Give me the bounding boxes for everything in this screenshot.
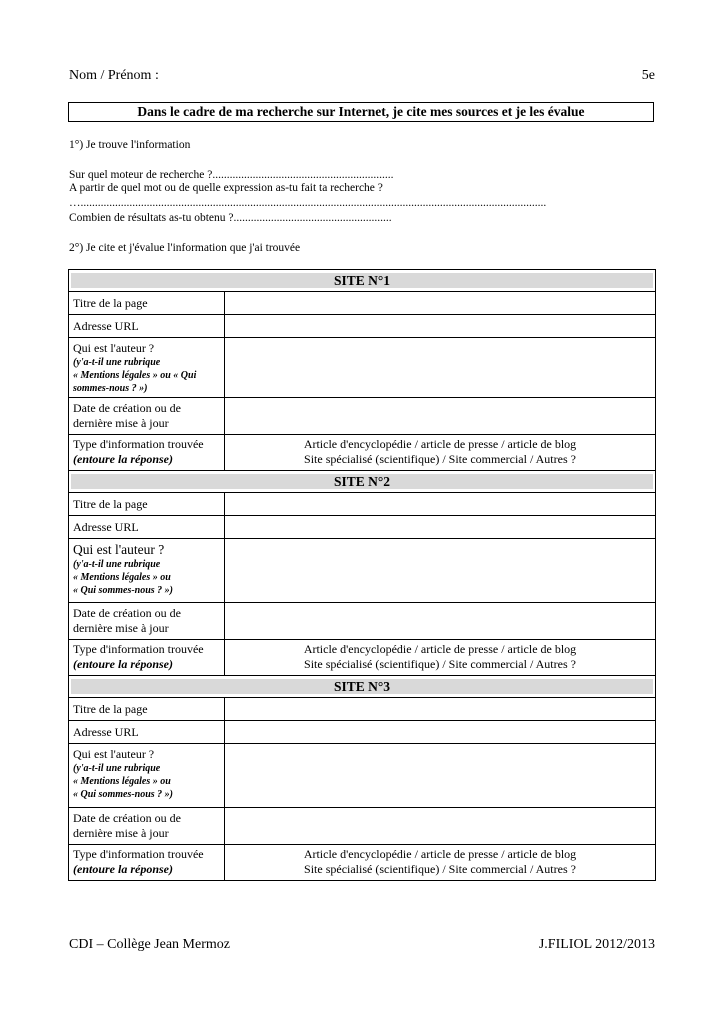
site-2-author-answer[interactable] [225, 539, 656, 603]
site-2-title-answer[interactable] [225, 493, 656, 516]
site-1-row-type [69, 435, 656, 471]
site-1-author-answer[interactable] [225, 338, 656, 398]
class-label: 5e [641, 68, 655, 83]
site-3-header-row [69, 676, 656, 698]
answer-dots-line: ….................................................................................................................................................................. [69, 197, 547, 209]
site-2-date-answer[interactable] [225, 603, 656, 640]
site-2-author-hint-3: « Qui sommes-nous ? ») [73, 585, 174, 596]
site-3-row-author [69, 744, 656, 808]
site-2-row-url [69, 516, 656, 539]
site-3-url-answer[interactable] [225, 721, 656, 744]
site-1-url-label: Adresse URL [69, 315, 225, 338]
site-3-type-options-1: Article d'encyclopédie / article de presse / article de blog [303, 847, 577, 861]
site-2-url-label: Adresse URL [69, 516, 225, 539]
question-results-count: Combien de résultats as-tu obtenu ?....................................................... [69, 212, 392, 224]
site-3-author-answer[interactable] [225, 744, 656, 808]
site-1-type-options[interactable] [225, 435, 656, 471]
site-1-row-url [69, 315, 656, 338]
site-1-date-label-2: dernière mise à jour [73, 416, 169, 430]
site-1-type-label: Type d'information trouvée [73, 437, 204, 451]
site-1-url-answer[interactable] [225, 315, 656, 338]
site-3-author-hint-3: « Qui sommes-nous ? ») [73, 789, 174, 800]
site-3-author-hint-2: « Mentions légales » ou [73, 776, 171, 787]
site-3-author-label: Qui est l'auteur ? [73, 747, 155, 761]
sources-table [68, 269, 656, 881]
site-3-date-label-2: dernière mise à jour [73, 826, 169, 840]
site-3-type-label: Type d'information trouvée [73, 847, 204, 861]
site-2-row-date [69, 603, 656, 640]
site-3-title: SITE N°3 [71, 679, 653, 694]
name-label: Nom / Prénom : [69, 68, 159, 83]
site-1-title-label: Titre de la page [69, 292, 225, 315]
page-title: Dans le cadre de ma recherche sur Internet, je cite mes sources et je les évalue [68, 102, 654, 122]
site-3-title-answer[interactable] [225, 698, 656, 721]
question-search-engine: Sur quel moteur de recherche ?............................................................... [69, 169, 394, 181]
site-3-date-answer[interactable] [225, 808, 656, 845]
site-3-date-label-1: Date de création ou de [73, 811, 181, 825]
site-2-date-label-2: dernière mise à jour [73, 621, 169, 635]
site-2-title-label: Titre de la page [69, 493, 225, 516]
site-2-row-title [69, 493, 656, 516]
site-1-author-label: Qui est l'auteur ? [73, 341, 155, 355]
site-1-author-hint-1: (y'a-t-il une rubrique [73, 357, 161, 368]
site-1-date-label-1: Date de création ou de [73, 401, 181, 415]
site-3-row-type [69, 845, 656, 881]
site-1-type-hint: (entoure la réponse) [73, 452, 173, 466]
section1-heading: 1°) Je trouve l'information [69, 139, 191, 151]
site-3-type-hint: (entoure la réponse) [73, 862, 173, 876]
site-2-row-author [69, 539, 656, 603]
footer-author: J.FILIOL 2012/2013 [538, 937, 655, 952]
site-1-row-author [69, 338, 656, 398]
site-2-header-row [69, 471, 656, 493]
site-1-type-options-1: Article d'encyclopédie / article de presse / article de blog [303, 437, 577, 451]
site-3-type-options[interactable] [225, 845, 656, 881]
site-3-title-label: Titre de la page [69, 698, 225, 721]
site-2-type-hint: (entoure la réponse) [73, 657, 173, 671]
site-3-row-title [69, 698, 656, 721]
site-3-row-url [69, 721, 656, 744]
site-1-date-answer[interactable] [225, 398, 656, 435]
site-2-author-label: Qui est l'auteur ? [73, 542, 165, 557]
site-2-author-hint-1: (y'a-t-il une rubrique [73, 559, 161, 570]
site-2-author-hint-2: « Mentions légales » ou [73, 572, 171, 583]
site-2-row-type [69, 640, 656, 676]
site-3-type-options-2: Site spécialisé (scientifique) / Site commercial / Autres ? [304, 862, 576, 876]
site-3-row-date [69, 808, 656, 845]
site-2-url-answer[interactable] [225, 516, 656, 539]
site-1-title: SITE N°1 [71, 273, 653, 288]
site-3-url-label: Adresse URL [69, 721, 225, 744]
site-2-type-options[interactable] [225, 640, 656, 676]
site-1-header-row [69, 270, 656, 292]
site-1-author-hint-2: « Mentions légales » ou « Qui [73, 370, 197, 381]
section2-heading: 2°) Je cite et j'évalue l'information que j'ai trouvée [69, 242, 301, 254]
site-1-title-answer[interactable] [225, 292, 656, 315]
site-1-type-options-2: Site spécialisé (scientifique) / Site commercial / Autres ? [304, 452, 576, 466]
site-3-author-hint-1: (y'a-t-il une rubrique [73, 763, 161, 774]
site-2-type-options-1: Article d'encyclopédie / article de presse / article de blog [303, 642, 577, 656]
site-1-row-date [69, 398, 656, 435]
site-2-type-label: Type d'information trouvée [73, 642, 204, 656]
site-2-type-options-2: Site spécialisé (scientifique) / Site commercial / Autres ? [304, 657, 576, 671]
site-2-date-label-1: Date de création ou de [73, 606, 181, 620]
site-1-row-title [69, 292, 656, 315]
site-2-title: SITE N°2 [71, 474, 653, 489]
site-1-author-hint-3: sommes-nous ? ») [73, 383, 148, 394]
footer-school: CDI – Collège Jean Mermoz [69, 937, 230, 952]
question-expression: A partir de quel mot ou de quelle expression as-tu fait ta recherche ? [69, 182, 383, 194]
